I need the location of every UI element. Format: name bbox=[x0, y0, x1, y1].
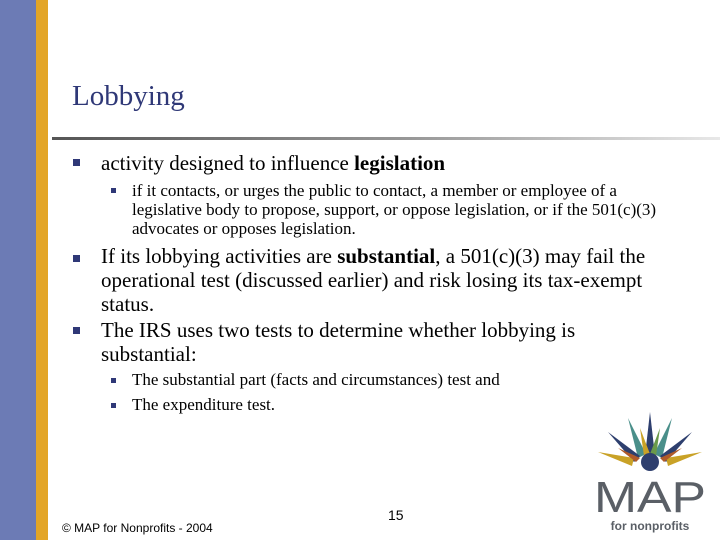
map-logo bbox=[588, 408, 712, 534]
starburst-icon bbox=[598, 412, 702, 471]
logo-tagline: for nonprofits bbox=[610, 519, 690, 533]
left-sidebar-bar bbox=[0, 0, 36, 540]
bullet-1-text: activity designed to influence bbox=[101, 151, 355, 175]
bullet-2-bold: substantial bbox=[337, 244, 436, 268]
bullet-1-bold: legislation bbox=[354, 151, 446, 175]
left-accent-bar bbox=[36, 0, 48, 540]
bullet-item-1 bbox=[101, 151, 661, 175]
bullet-2-suffix: , a 501(c)(3) may fail the operational test (discussed earlier) and risk losing its tax-exempt status. bbox=[101, 244, 646, 316]
sub-bullet-item-3-2: The expenditure test. bbox=[132, 395, 276, 414]
page-number: 15 bbox=[388, 507, 404, 523]
bullet-square-icon bbox=[73, 255, 80, 262]
bullet-item-3: The IRS uses two tests to determine whether lobbying is substantial: bbox=[101, 318, 576, 366]
sub-bullet-square-icon bbox=[111, 188, 116, 193]
slide-title: Lobbying bbox=[72, 80, 185, 112]
sub-bullet-square-icon bbox=[111, 403, 116, 408]
bullet-square-icon bbox=[73, 159, 80, 166]
sub-bullet-item-3-1: The substantial part (facts and circumstances) test and bbox=[132, 370, 500, 389]
bullet-item-2 bbox=[101, 244, 661, 316]
sub-bullet-item-1-1: if it contacts, or urges the public to contact, a member or employee of a legislative body to propose, support, or oppose legislation, or if the 501(c)(3) advocates or opposes legislation. bbox=[132, 181, 657, 238]
bullet-2-text: If its lobbying activities are bbox=[101, 244, 338, 268]
logo-word: MAP bbox=[594, 473, 706, 522]
title-divider bbox=[52, 137, 720, 140]
bullet-square-icon bbox=[73, 327, 80, 334]
sub-bullet-square-icon bbox=[111, 378, 116, 383]
footer-copyright: © MAP for Nonprofits - 2004 bbox=[62, 521, 213, 535]
